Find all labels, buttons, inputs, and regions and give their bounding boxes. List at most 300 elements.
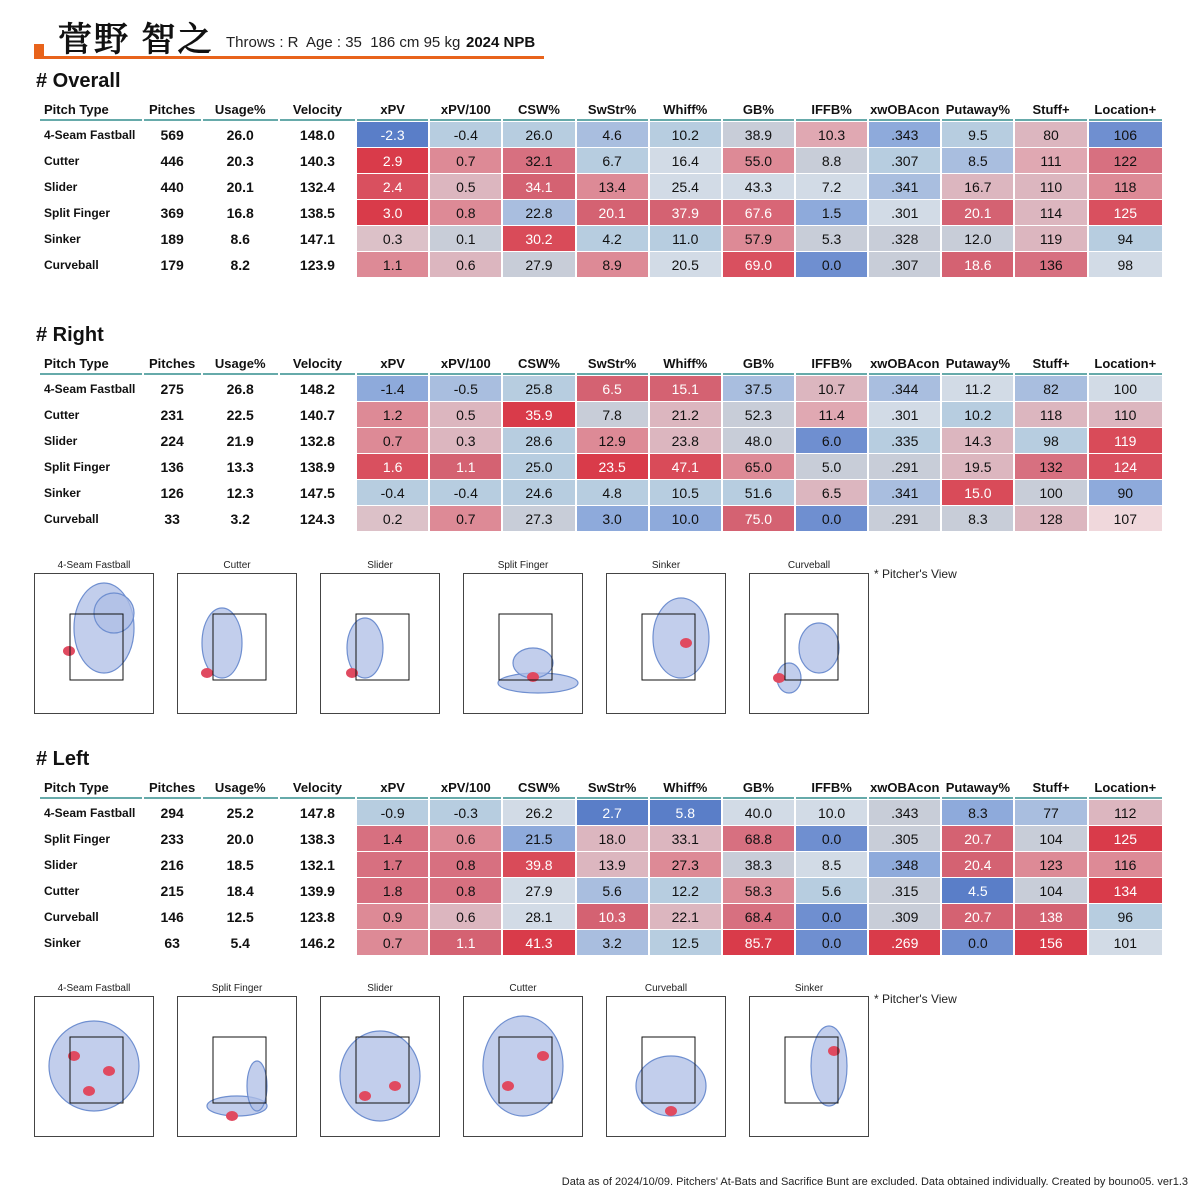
stat-cell: 1.1 (430, 454, 501, 479)
table-row (40, 506, 1162, 531)
stat-cell: 440 (160, 178, 184, 195)
heatmap-label: Curveball (787, 560, 831, 571)
stat-cell: 21.9 (226, 432, 254, 449)
table-row (40, 226, 1162, 251)
stat-cell: 41.3 (503, 930, 574, 955)
heatmap-plot (463, 996, 583, 1138)
stat-cell: 82 (1015, 376, 1086, 401)
density-hotspot (359, 1091, 371, 1101)
stat-cell: 18.5 (226, 856, 254, 873)
stat-cell: 4.2 (577, 226, 648, 251)
stat-cell: 124.3 (299, 510, 335, 527)
stat-cell: 0.7 (357, 930, 428, 955)
column-header: Whiff% (650, 777, 721, 799)
stat-cell: 1.8 (357, 878, 428, 903)
stat-cell: 104 (1015, 878, 1086, 903)
pitch-type-cell: Sinker (44, 485, 81, 500)
stat-cell: 147.5 (299, 484, 335, 501)
density-region (202, 608, 242, 678)
column-header: xPV (357, 99, 428, 121)
density-region (94, 593, 134, 633)
column-header: CSW% (503, 777, 574, 799)
stat-cell: 148.2 (299, 380, 335, 397)
stat-cell: .291 (869, 454, 940, 479)
stat-cell: 5.8 (650, 800, 721, 825)
pitch-location-heatmap (34, 983, 154, 1133)
stat-cell: 5.6 (577, 878, 648, 903)
density-region (340, 1031, 420, 1121)
column-header: xwOBAcon (869, 99, 940, 121)
stat-cell: 3.0 (577, 506, 648, 531)
stats-table-right (38, 352, 1164, 532)
stat-cell: 1.5 (796, 200, 867, 225)
heatmap-plot (177, 573, 297, 715)
stat-cell: 58.3 (723, 878, 794, 903)
stat-cell: 22.1 (650, 904, 721, 929)
heatmap-plot (320, 996, 440, 1138)
stat-cell: 8.3 (942, 506, 1013, 531)
pitch-type-cell: Curveball (44, 909, 99, 924)
stat-cell: .291 (869, 506, 940, 531)
stat-cell: .269 (869, 930, 940, 955)
table-row (40, 174, 1162, 199)
stat-cell: 33.1 (650, 826, 721, 851)
stat-cell: 0.0 (796, 506, 867, 531)
stat-cell: 6.5 (796, 480, 867, 505)
table-row (40, 200, 1162, 225)
stat-cell: 68.4 (723, 904, 794, 929)
stat-cell: 38.9 (723, 122, 794, 147)
stat-cell: 123 (1015, 852, 1086, 877)
column-header: Whiff% (650, 99, 721, 121)
pitchers-view-note-left: * Pitcher's View (874, 992, 957, 1006)
stat-cell: 233 (160, 830, 184, 847)
stat-cell: -0.4 (357, 480, 428, 505)
stat-cell: 24.6 (503, 480, 574, 505)
heatmap-label: Slider (367, 560, 393, 571)
stat-cell: 2.7 (577, 800, 648, 825)
stat-cell: -0.4 (430, 480, 501, 505)
stat-cell: 132.1 (299, 856, 335, 873)
stat-cell: 156 (1015, 930, 1086, 955)
heatmap-plot (34, 996, 154, 1138)
stat-cell: 2.4 (357, 174, 428, 199)
stat-cell: 1.7 (357, 852, 428, 877)
stat-cell: 20.5 (650, 252, 721, 277)
pitch-location-heatmap (177, 983, 297, 1133)
stat-cell: 20.1 (942, 200, 1013, 225)
stat-cell: 0.5 (430, 174, 501, 199)
pitch-type-cell: Slider (44, 433, 78, 448)
table-row (40, 852, 1162, 877)
column-header: Putaway% (942, 99, 1013, 121)
pitch-type-cell: Sinker (44, 231, 81, 246)
stat-cell: 48.0 (723, 428, 794, 453)
stat-cell: 21.5 (503, 826, 574, 851)
stat-cell: 55.0 (723, 148, 794, 173)
table-row (40, 930, 1162, 955)
density-hotspot (103, 1066, 115, 1076)
stat-cell: 136 (160, 458, 184, 475)
stat-cell: 11.4 (796, 402, 867, 427)
stat-cell: 128 (1015, 506, 1086, 531)
table-row (40, 428, 1162, 453)
stat-cell: 26.2 (503, 800, 574, 825)
pitch-type-cell: Split Finger (44, 205, 110, 220)
stat-cell: 13.3 (226, 458, 254, 475)
pitch-location-heatmap (463, 983, 583, 1133)
density-hotspot (201, 668, 213, 678)
heatmaps-left (34, 983, 954, 1133)
stat-cell: 100 (1089, 376, 1162, 401)
stat-cell: 0.0 (796, 904, 867, 929)
stat-cell: 25.8 (503, 376, 574, 401)
stat-cell: 275 (160, 380, 184, 397)
player-name: 菅野 智之 (58, 21, 214, 59)
stat-cell: 20.1 (577, 200, 648, 225)
stat-cell: 26.0 (226, 126, 254, 143)
pitch-location-heatmap (749, 983, 869, 1133)
stat-cell: 116 (1089, 852, 1162, 877)
stat-cell: 140.3 (299, 152, 335, 169)
column-header: Pitch Type (40, 353, 142, 375)
stat-cell: 4.8 (577, 480, 648, 505)
column-header: Putaway% (942, 353, 1013, 375)
stat-cell: 8.8 (796, 148, 867, 173)
stat-cell: 111 (1015, 148, 1086, 173)
pitch-location-heatmap (320, 983, 440, 1133)
pitch-location-heatmap (606, 983, 726, 1133)
stat-cell: 132.4 (299, 178, 335, 195)
density-region (811, 1026, 847, 1106)
pitch-type-cell: Cutter (44, 407, 80, 422)
column-header: xPV/100 (430, 777, 501, 799)
stat-cell: 0.7 (430, 506, 501, 531)
table-row (40, 904, 1162, 929)
stat-cell: 126 (160, 484, 184, 501)
pitch-location-heatmap (34, 560, 154, 710)
stat-cell: 57.9 (723, 226, 794, 251)
column-header: GB% (723, 777, 794, 799)
table-row (40, 402, 1162, 427)
density-region (483, 1016, 563, 1116)
stat-cell: 23.8 (650, 428, 721, 453)
column-header: Pitches (144, 99, 201, 121)
stat-cell: 4.6 (577, 122, 648, 147)
stat-cell: 9.5 (942, 122, 1013, 147)
table-row (40, 252, 1162, 277)
density-region (49, 1021, 139, 1111)
stat-cell: 16.7 (942, 174, 1013, 199)
stat-cell: 0.7 (430, 148, 501, 173)
stat-cell: 123.9 (299, 256, 335, 273)
stat-cell: 16.4 (650, 148, 721, 173)
stat-cell: 13.9 (577, 852, 648, 877)
stat-cell: 80 (1015, 122, 1086, 147)
stat-cell: 0.6 (430, 252, 501, 277)
stat-cell: 101 (1089, 930, 1162, 955)
stat-cell: 65.0 (723, 454, 794, 479)
stat-cell: 94 (1089, 226, 1162, 251)
stat-cell: 122 (1089, 148, 1162, 173)
density-hotspot (83, 1086, 95, 1096)
stat-cell: 13.4 (577, 174, 648, 199)
stat-cell: 38.3 (723, 852, 794, 877)
stat-cell: 110 (1015, 174, 1086, 199)
column-header: IFFB% (796, 353, 867, 375)
stat-cell: .344 (869, 376, 940, 401)
stat-cell: 147.1 (299, 230, 335, 247)
density-hotspot (389, 1081, 401, 1091)
column-header: CSW% (503, 99, 574, 121)
stat-cell: -2.3 (357, 122, 428, 147)
stat-cell: 34.1 (503, 174, 574, 199)
stat-cell: 2.9 (357, 148, 428, 173)
stat-cell: 125 (1089, 200, 1162, 225)
stat-cell: 1.4 (357, 826, 428, 851)
stat-cell: 11.2 (942, 376, 1013, 401)
stat-cell: 12.9 (577, 428, 648, 453)
stat-cell: 0.0 (796, 930, 867, 955)
column-header: Velocity (280, 99, 355, 121)
stat-cell: 32.1 (503, 148, 574, 173)
stat-cell: 12.5 (650, 930, 721, 955)
stat-cell: 132.8 (299, 432, 335, 449)
stats-table-left (38, 776, 1164, 956)
stat-cell: 140.7 (299, 406, 335, 423)
stat-cell: 369 (160, 204, 184, 221)
stat-cell: 10.0 (650, 506, 721, 531)
column-header: GB% (723, 353, 794, 375)
stat-cell: 20.7 (942, 826, 1013, 851)
table-row (40, 148, 1162, 173)
density-hotspot (226, 1111, 238, 1121)
stat-cell: 20.0 (226, 830, 254, 847)
stat-cell: 138.3 (299, 830, 335, 847)
pitch-type-cell: Split Finger (44, 459, 110, 474)
stat-cell: 10.7 (796, 376, 867, 401)
stat-cell: 18.4 (226, 882, 254, 899)
column-header: SwStr% (577, 99, 648, 121)
stat-cell: 0.5 (430, 402, 501, 427)
stat-cell: 25.0 (503, 454, 574, 479)
stat-cell: 8.2 (230, 256, 250, 273)
stat-cell: 39.8 (503, 852, 574, 877)
heatmap-plot (749, 573, 869, 715)
column-header: Putaway% (942, 777, 1013, 799)
column-header: IFFB% (796, 777, 867, 799)
stat-cell: 28.1 (503, 904, 574, 929)
stat-cell: 0.6 (430, 904, 501, 929)
stat-cell: 1.1 (357, 252, 428, 277)
table-row (40, 480, 1162, 505)
column-header: Usage% (203, 99, 278, 121)
stat-cell: 179 (160, 256, 184, 273)
heatmap-label: Split Finger (497, 560, 549, 571)
column-header: xwOBAcon (869, 777, 940, 799)
stat-cell: 15.1 (650, 376, 721, 401)
stat-cell: 146.2 (299, 934, 335, 951)
stat-cell: 3.2 (230, 510, 250, 527)
stat-cell: 148.0 (299, 126, 335, 143)
heatmap-label: 4-Seam Fastball (57, 560, 131, 571)
stat-cell: 47.1 (650, 454, 721, 479)
stat-cell: 10.0 (796, 800, 867, 825)
pitch-location-heatmap (606, 560, 726, 710)
stat-cell: 139.9 (299, 882, 335, 899)
table-row (40, 800, 1162, 825)
heatmap-plot (177, 996, 297, 1138)
column-header: SwStr% (577, 353, 648, 375)
stat-cell: 3.0 (357, 200, 428, 225)
stat-cell: 114 (1015, 200, 1086, 225)
column-header: IFFB% (796, 99, 867, 121)
stat-cell: .301 (869, 200, 940, 225)
stat-cell: 231 (160, 406, 184, 423)
stat-cell: 26.0 (503, 122, 574, 147)
stat-cell: 12.2 (650, 878, 721, 903)
stat-cell: 100 (1015, 480, 1086, 505)
table-row (40, 122, 1162, 147)
density-hotspot (63, 646, 75, 656)
stat-cell: 5.0 (796, 454, 867, 479)
stat-cell: 0.0 (796, 252, 867, 277)
stat-cell: 27.3 (503, 506, 574, 531)
stat-cell: -0.4 (430, 122, 501, 147)
stat-cell: 8.6 (230, 230, 250, 247)
stat-cell: 138.5 (299, 204, 335, 221)
stat-cell: 14.3 (942, 428, 1013, 453)
column-header: GB% (723, 99, 794, 121)
stat-cell: 27.3 (650, 852, 721, 877)
pitch-type-cell: 4-Seam Fastball (44, 381, 136, 396)
column-header: Stuff+ (1015, 777, 1086, 799)
heatmap-label: Slider (367, 983, 393, 994)
heatmap-label: 4-Seam Fastball (57, 983, 131, 994)
stat-cell: 25.2 (226, 804, 254, 821)
stat-cell: 12.3 (226, 484, 254, 501)
heatmap-plot (463, 573, 583, 715)
stat-cell: -1.4 (357, 376, 428, 401)
stat-cell: 16.8 (226, 204, 254, 221)
pitch-type-cell: Cutter (44, 153, 80, 168)
column-header: xPV (357, 353, 428, 375)
heatmap-plot (34, 573, 154, 715)
stat-cell: 33 (164, 510, 180, 527)
stat-cell: 18.0 (577, 826, 648, 851)
column-header: Pitches (144, 777, 201, 799)
stat-cell: 110 (1089, 402, 1162, 427)
stat-cell: 6.7 (577, 148, 648, 173)
section-title-overall: # Overall (36, 70, 121, 92)
heatmap-label: Curveball (644, 983, 688, 994)
stat-cell: 106 (1089, 122, 1162, 147)
pitch-type-cell: Slider (44, 857, 78, 872)
stat-cell: 5.4 (230, 934, 250, 951)
stat-cell: 10.2 (942, 402, 1013, 427)
stat-cell: 8.5 (796, 852, 867, 877)
stat-cell: 51.6 (723, 480, 794, 505)
stat-cell: 112 (1089, 800, 1162, 825)
column-header: Pitch Type (40, 777, 142, 799)
stat-cell: 216 (160, 856, 184, 873)
stat-cell: .328 (869, 226, 940, 251)
pitch-type-cell: Slider (44, 179, 78, 194)
stat-cell: .309 (869, 904, 940, 929)
stat-cell: 189 (160, 230, 184, 247)
heatmap-label: Sinker (651, 560, 681, 571)
heatmap-label: Split Finger (211, 983, 263, 994)
stat-cell: 98 (1089, 252, 1162, 277)
heatmaps-right (34, 560, 954, 710)
stat-cell: 107 (1089, 506, 1162, 531)
density-hotspot (537, 1051, 549, 1061)
stat-cell: 35.9 (503, 402, 574, 427)
pitch-type-cell: Sinker (44, 935, 81, 950)
stat-cell: 0.0 (796, 826, 867, 851)
pitch-type-cell: Cutter (44, 883, 80, 898)
stat-cell: .305 (869, 826, 940, 851)
stat-cell: 63 (164, 934, 180, 951)
pitch-location-heatmap (749, 560, 869, 710)
column-header: Pitches (144, 353, 201, 375)
stat-cell: 12.5 (226, 908, 254, 925)
stat-cell: 19.5 (942, 454, 1013, 479)
stat-cell: 118 (1015, 402, 1086, 427)
stat-cell: 30.2 (503, 226, 574, 251)
stat-cell: 67.6 (723, 200, 794, 225)
stat-cell: 5.3 (796, 226, 867, 251)
season-label: 2024 NPB (466, 34, 536, 51)
density-hotspot (680, 638, 692, 648)
density-region (799, 623, 839, 673)
stat-cell: 90 (1089, 480, 1162, 505)
column-header: xPV/100 (430, 99, 501, 121)
stat-cell: 138 (1015, 904, 1086, 929)
stat-cell: -0.9 (357, 800, 428, 825)
stat-cell: 6.5 (577, 376, 648, 401)
stat-cell: 23.5 (577, 454, 648, 479)
table-row (40, 826, 1162, 851)
column-header: Pitch Type (40, 99, 142, 121)
density-hotspot (502, 1081, 514, 1091)
stat-cell: 85.7 (723, 930, 794, 955)
stat-cell: 25.4 (650, 174, 721, 199)
section-title-left: # Left (36, 748, 90, 770)
density-hotspot (773, 673, 785, 683)
stat-cell: 124 (1089, 454, 1162, 479)
pitch-type-cell: 4-Seam Fastball (44, 127, 136, 142)
stat-cell: 0.3 (357, 226, 428, 251)
stat-cell: 6.0 (796, 428, 867, 453)
stat-cell: .315 (869, 878, 940, 903)
stat-cell: 446 (160, 152, 184, 169)
stat-cell: 40.0 (723, 800, 794, 825)
stat-cell: .343 (869, 800, 940, 825)
stat-cell: 0.7 (357, 428, 428, 453)
stat-cell: 7.2 (796, 174, 867, 199)
stat-cell: .343 (869, 122, 940, 147)
column-header: SwStr% (577, 777, 648, 799)
stat-cell: 4.5 (942, 878, 1013, 903)
column-header: Stuff+ (1015, 353, 1086, 375)
stat-cell: 22.5 (226, 406, 254, 423)
column-header: Stuff+ (1015, 99, 1086, 121)
stat-cell: 119 (1089, 428, 1162, 453)
density-region (653, 598, 709, 678)
stat-cell: 28.6 (503, 428, 574, 453)
pitch-type-cell: Curveball (44, 511, 99, 526)
